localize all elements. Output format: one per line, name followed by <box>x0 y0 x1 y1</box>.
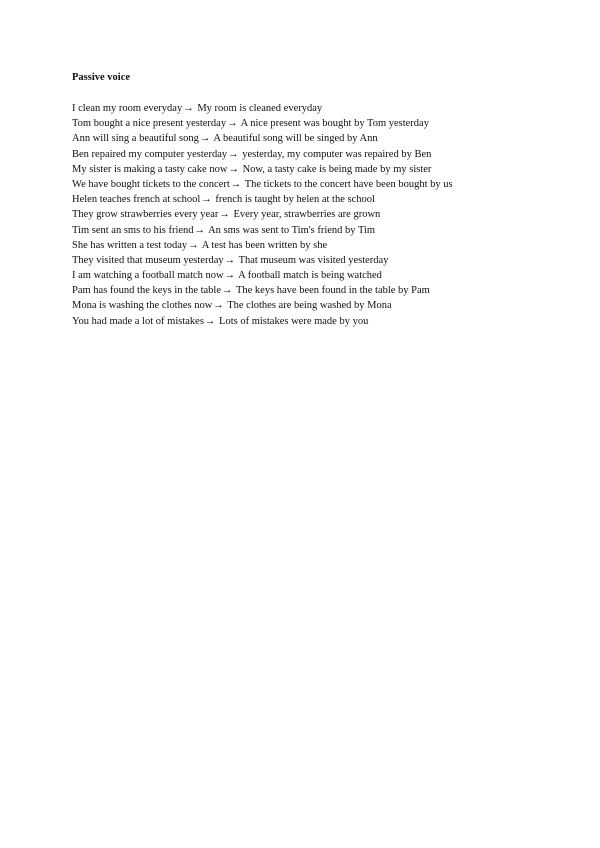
passive-sentence: An sms was sent to Tim's friend by Tim <box>208 224 376 236</box>
sentence-line <box>72 207 453 222</box>
sentence-line <box>72 116 453 131</box>
sentence-list <box>72 101 453 329</box>
passive-sentence: That museum was visited yesterday <box>238 254 389 266</box>
arrow-icon: → <box>224 270 236 282</box>
active-sentence: Tim sent an sms to his friend <box>72 224 194 236</box>
sentence-line <box>72 101 453 116</box>
arrow-icon: → <box>228 148 239 160</box>
active-sentence: We have bought tickets to the concert <box>72 178 230 190</box>
active-sentence: Ann will sing a beautiful song <box>72 133 199 145</box>
active-sentence: You had made a lot of mistakes <box>72 315 204 327</box>
sentence-line <box>72 147 453 162</box>
active-sentence: They visited that museum yesterday <box>72 254 224 266</box>
passive-sentence: The clothes are being washed by Mona <box>227 300 392 312</box>
arrow-icon: → <box>213 300 224 312</box>
active-sentence: Helen teaches french at school <box>72 194 201 206</box>
arrow-icon: → <box>224 254 236 266</box>
active-sentence: She has written a test today <box>72 239 188 251</box>
sentence-line <box>72 162 453 177</box>
sentence-line <box>72 283 453 298</box>
passive-sentence: A football match is being watched <box>238 270 382 282</box>
arrow-icon: → <box>201 194 212 206</box>
sentence-line <box>72 298 453 313</box>
passive-sentence: yesterday, my computer was repaired by Ben <box>242 148 432 160</box>
arrow-icon: → <box>222 285 233 297</box>
sentence-line <box>72 253 453 268</box>
passive-sentence: french is taught by helen at the school <box>215 194 375 206</box>
passive-sentence: The tickets to the concert have been bought by us <box>244 178 453 190</box>
arrow-icon: → <box>194 224 206 236</box>
arrow-icon: → <box>199 133 211 145</box>
document-title: Passive voice <box>72 72 131 83</box>
arrow-icon: → <box>204 315 216 327</box>
sentence-line <box>72 192 453 207</box>
passive-sentence: The keys have been found in the table by Pam <box>235 285 430 297</box>
passive-sentence: A beautiful song will be singed by Ann <box>213 133 378 145</box>
passive-sentence: Every year, strawberries are grown <box>233 209 381 221</box>
active-sentence: Pam has found the keys in the table <box>72 285 222 297</box>
sentence-line <box>72 223 453 238</box>
active-sentence: I clean my room everyday <box>72 103 183 114</box>
active-sentence: I am watching a football match now <box>72 270 224 282</box>
active-sentence: My sister is making a tasty cake now <box>72 163 228 175</box>
passive-sentence: A test has been written by she <box>201 239 328 251</box>
active-sentence: Tom bought a nice present yesterday <box>72 118 227 130</box>
arrow-icon: → <box>219 209 230 221</box>
sentence-line <box>72 314 453 329</box>
sentence-line <box>72 268 453 283</box>
arrow-icon: → <box>183 103 194 114</box>
arrow-icon: → <box>227 118 238 130</box>
active-sentence: Ben repaired my computer yesterday <box>72 148 228 160</box>
arrow-icon: → <box>188 239 199 251</box>
sentence-line <box>72 177 453 192</box>
active-sentence: They grow strawberries every year <box>72 209 219 221</box>
passive-sentence: Now, a tasty cake is being made by my sister <box>242 163 432 175</box>
passive-sentence: My room is cleaned everyday <box>197 103 323 114</box>
sentence-line <box>72 131 453 146</box>
sentence-line <box>72 238 453 253</box>
passive-sentence: A nice present was bought by Tom yesterday <box>240 118 429 130</box>
passive-sentence: Lots of mistakes were made by you <box>219 315 369 327</box>
arrow-icon: → <box>228 163 239 175</box>
arrow-icon: → <box>230 178 242 190</box>
active-sentence: Mona is washing the clothes now <box>72 300 213 312</box>
